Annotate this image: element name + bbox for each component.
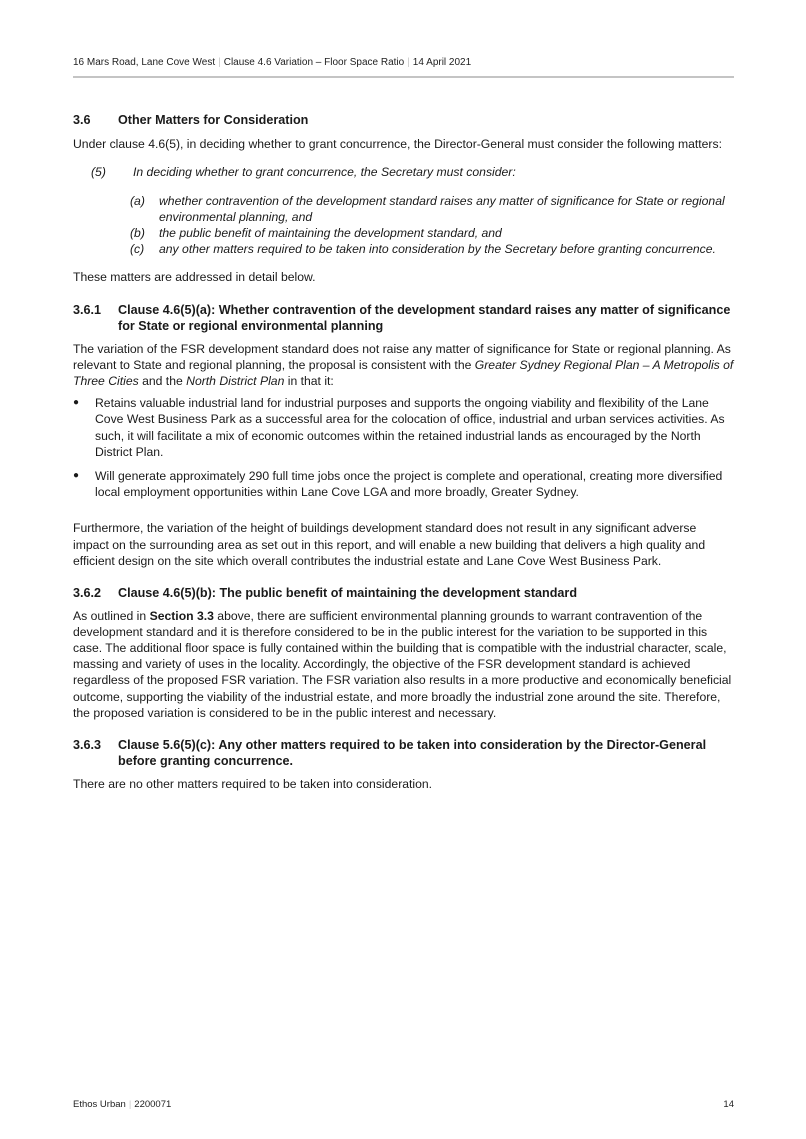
header-date: 14 April 2021 [412,57,472,68]
section-number: 3.6.1 [73,302,102,317]
subitem-label: (a) [130,193,145,208]
text-run: and the [138,374,187,389]
header-address: 16 Mars Road, Lane Cove West [73,57,216,68]
text-run: As outlined in [73,608,150,623]
plan-reference: North District Plan [186,374,285,389]
furthermore-paragraph: Furthermore, the variation of the height of buildings development standard does not result in any significant adverse impact on the surrounding area as set out in this report, and will enable a new building that delivers a high quality and efficient design on the site which overall contributes the industrial estate and Lane Cove West Business Park. [73,521,706,568]
text-run: in that it: [284,374,334,389]
text-run: above, there are sufficient environmental planning grounds to warrant contravention of the development standard and it is therefore considered to be in the public interest for the variation to be supported in this case. The additional floor space is fully contained within the building that is compatible with the industrial character, scale, massing and variety of uses in the locality. Accordingly, the objective of the FSR development standard is achieved regardless of the proposed FSR variation. The FSR variation also results in a more productive and economically beneficial outcome, supporting the viability of the industrial estate, and more broadly the industrial zone around the site. Therefore, the proposed variation is considered to be in the public interest and necessary. [73,608,732,720]
subitem-label: (b) [130,226,145,241]
bullet-icon: ● [73,470,80,482]
section-title: Clause 4.6(5)(a): Whether contravention of the development standard raises any matter of significance for State or regional environmental planning [118,302,731,334]
header-divider [73,76,734,78]
consistency-bullet-list [73,395,735,500]
footer-separator: | [128,1099,132,1110]
bullet-text: Retains valuable industrial land for industrial purposes and supports the ongoing viability and flexibility of the Lane Cove West Business Park as a successful area for the colocation of office, industrial and urban services activities. As such, it will facilitate a mix of economic outcomes within the retained industrial lands as encouraged by the North District Plan. [95,396,725,459]
bullet-text: Will generate approximately 290 full time jobs once the project is complete and operational, creating more diversified local employment opportunities within Lane Cove LGA and more broadly, Greater Sydney. [95,469,723,500]
bullet-item [73,395,735,460]
other-matters-paragraph: There are no other matters required to be taken into consideration. [73,776,433,791]
header-separator: | [218,57,221,68]
section-heading-3-6-1 [73,302,735,335]
closing-paragraph: These matters are addressed in detail below. [73,270,316,285]
clause-subitem [130,225,735,241]
subitem-text: any other matters required to be taken into consideration by the Secretary before granting concurrence. [159,242,716,257]
plan-reference: Greater Sydney Regional Plan – A Metropolis of Three Cities [73,357,734,389]
section-reference: Section 3.3 [149,608,214,623]
section-title: Clause 5.6(5)(c): Any other matters required to be taken into consideration by the Director-General before granting concurrence. [118,737,707,769]
page-header [73,57,734,68]
footer-project-number: 2200071 [134,1099,172,1110]
section-heading-3-6-3 [73,737,735,770]
section-heading-3-6-2 [73,585,735,602]
section-title: Clause 4.6(5)(b): The public benefit of maintaining the development standard [118,586,578,601]
section-title: Other Matters for Consideration [118,113,309,127]
clause-subitem [130,241,735,257]
subitem-text: the public benefit of maintaining the development standard, and [159,226,502,241]
clause-number: (5) [91,165,106,180]
bullet-item [73,468,735,500]
section-number: 3.6 [73,113,91,127]
header-separator: | [407,57,410,68]
text-run: The variation of the FSR development standard does not raise any matter of significance for State or regional planning. As relevant to State and regional planning, the proposal is consistent with the [73,341,731,372]
clause-subitems [130,193,735,258]
subitem-text: whether contravention of the development standard raises any matter of significance for State or regional environmental planning, and [159,193,725,224]
section-number: 3.6.3 [73,737,102,752]
bullet-icon: ● [73,397,80,409]
quoted-clause [91,164,735,180]
section-number: 3.6.2 [73,586,102,601]
intro-paragraph: Under clause 4.6(5), in deciding whether to grant concurrence, the Director-General must consider the following matters: [73,137,722,152]
header-document-title: Clause 4.6 Variation – Floor Space Ratio [223,57,405,68]
subitem-label: (c) [130,242,145,257]
footer-left [73,1099,171,1110]
document-body [73,112,735,792]
public-benefit-paragraph [73,608,735,721]
clause-subitem [130,193,735,225]
page-number: 14 [723,1099,734,1110]
footer-company: Ethos Urban [73,1099,126,1110]
section-heading-3-6 [73,112,735,128]
page-footer [73,1099,734,1110]
fsr-significance-paragraph [73,341,735,390]
clause-text: In deciding whether to grant concurrence, the Secretary must consider: [133,165,516,180]
